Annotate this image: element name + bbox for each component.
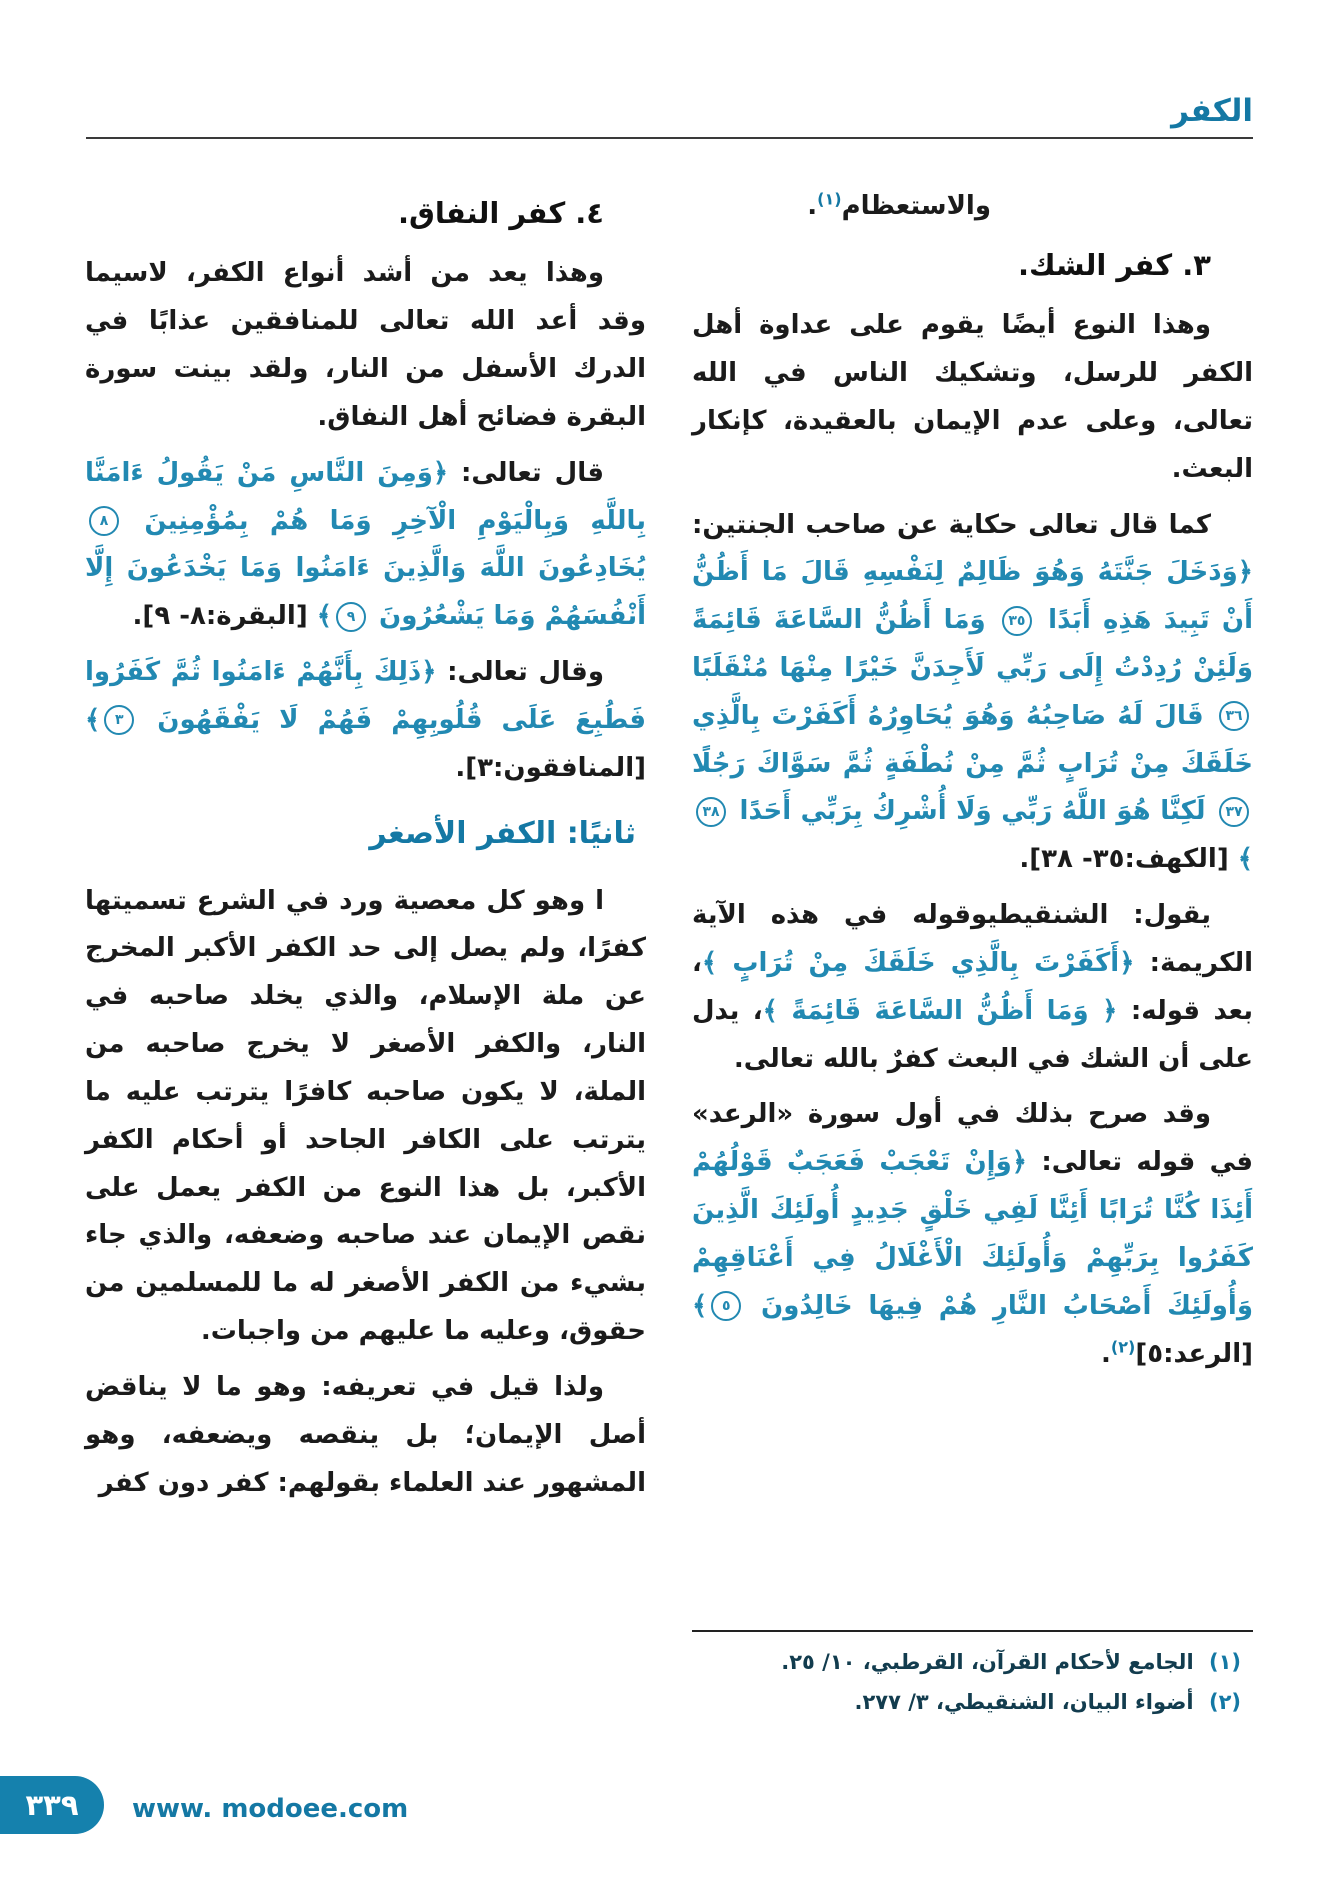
ayah-number: ٣٨: [696, 797, 726, 827]
quran-verse: قَالَ لَهُ صَاحِبُهُ وَهُوَ يُحَاوِرُهُ أَكَفَرْتَ بِالَّذِي خَلَقَكَ مِنْ تُرَابٍ ثُمَّ مِنْ نُطْفَةٍ ثُمَّ سَوَّاكَ رَجُلًا: [692, 700, 1253, 779]
section-heading: ٣. كفر الشك.: [1017, 247, 1211, 282]
quran-verse: وَمَا أَظُنُّ السَّاعَةَ قَائِمَةً وَلَئِنْ رُدِدْتُ إِلَى رَبِّي لَأَجِدَنَّ خَيْرًا مِنْهَا مُنْقَلَبًا: [692, 605, 1253, 683]
paragraph: [692, 183, 991, 231]
footnote-separator: [692, 1630, 1253, 1632]
body-text: وهذا يعد من أشد أنواع الكفر، لاسيما وقد أعد الله تعالى للمنافقين عذابًا في الدرك الأسفل من النار، ولقد بينت سورة البقرة فضائح أهل النفاق.: [85, 258, 646, 432]
running-head: الكفر: [1171, 93, 1253, 129]
footnotes: [692, 1630, 1253, 1762]
footnote: [692, 1644, 1253, 1681]
body-text: يقول: الشنقيطيوقوله في هذه الآية الكريمة:: [692, 900, 1253, 978]
body-text: قال تعالى:: [448, 457, 604, 488]
page-header: [86, 93, 1253, 139]
paragraph: [692, 302, 1253, 493]
ayah-number: ٥: [711, 1291, 741, 1321]
quran-verse: ﴿وَمِنَ النَّاسِ مَنْ يَقُولُ ءَامَنَّا بِاللَّهِ وَبِالْيَوْمِ الْآخِرِ وَمَا هُمْ بِمُؤْمِنِينَ: [85, 457, 646, 536]
body-text: [الكهف:٣٥- ٣٨].: [1019, 844, 1238, 875]
ayah-number: ٨: [89, 506, 119, 536]
ayah-number: ٣٥: [1002, 606, 1032, 636]
footnote-marker: (١): [817, 189, 842, 209]
quran-verse: ﴿وَدَخَلَ جَنَّتَهُ وَهُوَ ظَالِمٌ لِنَفْسِهِ قَالَ مَا أَظُنُّ أَنْ تَبِيدَ هَذِهِ أَبَدًا: [692, 557, 1253, 636]
quran-verse: ﴿وَإِنْ تَعْجَبْ فَعَجَبٌ قَوْلُهُمْ أَئِذَا كُنَّا تُرَابًا أَئِنَّا لَفِي خَلْقٍ جَدِيدٍ أُولَئِكَ الَّذِينَ كَفَرُوا بِرَبِّهِمْ وَأُولَئِكَ الْأَغْلَالُ فِي أَعْنَاقِهِمْ وَأُولَئِكَ أَصْحَابُ النَّارِ هُمْ فِيهَا خَالِدُونَ: [692, 1147, 1253, 1321]
paragraph: [692, 1091, 1253, 1378]
paragraph: [85, 649, 646, 792]
body-text: [الرعد:٥]: [1135, 1338, 1253, 1369]
body-text: .: [1101, 1338, 1111, 1369]
quran-verse: ﴿ذَلِكَ بِأَنَّهُمْ ءَامَنُوا ثُمَّ كَفَرُوا فَطُبِعَ عَلَى قُلُوبِهِمْ فَهُمْ لَا يَفْقَهُونَ: [85, 656, 646, 735]
column-right: [692, 183, 1253, 1761]
quran-verse: ﴿ وَمَا أَظُنُّ السَّاعَةَ قَائِمَةً ﴾: [762, 995, 1118, 1026]
paragraph: [692, 892, 1253, 1083]
ayah-number: ٣٦: [1219, 701, 1249, 731]
page-number-badge: [0, 1776, 104, 1834]
quran-verse: ﴾: [85, 704, 101, 735]
body-text: والاستعظام: [841, 191, 991, 221]
website-url: www. modoee.com: [132, 1794, 409, 1824]
section-heading: ٤. كفر النفاق.: [397, 196, 604, 230]
text-columns: [86, 183, 1253, 1761]
body-text: وقد صرح بذلك في أول سورة «الرعد» في قوله تعالى:: [692, 1099, 1253, 1178]
quran-verse: ﴾: [316, 601, 332, 632]
paragraph: [85, 450, 646, 641]
footnote-number: (١): [1208, 1649, 1241, 1674]
column-left: [85, 183, 646, 1761]
footnote: [692, 1684, 1253, 1721]
body-text: ا وهو كل معصية ورد في الشرع تسميتها كفرًا، ولم يصل إلى حد الكفر الأكبر المخرج عن ملة الإسلام، والذي يخلد صاحبه في النار، والكفر الأصغر لا يخرج صاحبه من الملة، لا يكون صاحبه كافرًا يترتب عليه ما يترتب على الكافر الجاحد أو أحكام الكفر الأكبر، بل هذا النوع من الكفر يعمل على نقص الإيمان عند صاحبه وضعفه، والذي جاء بشيء من الكفر الأصغر له ما للمسلمين من حقوق، وعليه ما عليهم من واجبات.: [85, 885, 646, 1347]
ayah-number: ٣٧: [1219, 797, 1249, 827]
body-text: وهذا النوع أيضًا يقوم على عداوة أهل الكفر للرسل، وتشكيك الناس في الله تعالى، وعلى عدم الإيمان بالعقيدة، كإنكار البعث.: [692, 310, 1253, 484]
quran-verse: لَكِنَّا هُوَ اللَّهُ رَبِّي وَلَا أُشْرِكُ بِرَبِّي أَحَدًا: [730, 796, 1215, 827]
quran-verse: ﴾: [1237, 844, 1253, 875]
body-text: ولذا قيل في تعريفه: وهو ما لا يناقض أصل الإيمان؛ بل ينقصه ويضعفه، وهو المشهور عند العلماء بقولهم: كفر دون كفر: [85, 1371, 646, 1498]
body-text: وقال تعالى:: [436, 656, 604, 687]
quran-verse: ﴾: [692, 1290, 708, 1321]
body-text: .: [807, 191, 818, 221]
header-rule: [86, 137, 1253, 139]
paragraph: [85, 1364, 646, 1507]
body-text: ، يدل على أن الشك في البعث كفرٌ بالله تعالى.: [692, 995, 1253, 1074]
subsection-heading: ثانيًا: الكفر الأصغر: [369, 816, 636, 852]
body-text: [المنافقون:٣].: [455, 752, 646, 783]
ayah-number: ٩: [336, 602, 366, 632]
quran-verse: يُخَادِعُونَ اللَّهَ وَالَّذِينَ ءَامَنُوا وَمَا يَخْدَعُونَ إِلَّا أَنْفُسَهُمْ وَمَا يَشْعُرُونَ: [85, 553, 646, 632]
body-text: ، بعد قوله:: [692, 947, 1253, 1026]
page-number: ٣٣٩: [25, 1788, 79, 1822]
body-text: كما قال تعالى حكاية عن صاحب الجنتين:: [692, 509, 1211, 540]
footnote-number: (٢): [1208, 1690, 1241, 1715]
footnote-text: أضواء البيان، الشنقيطي، ٣/ ٢٧٧.: [854, 1690, 1201, 1715]
paragraph: [692, 502, 1253, 885]
paragraph: [85, 250, 646, 441]
footnote-marker: (٢): [1110, 1336, 1136, 1356]
paragraph: [85, 878, 646, 1356]
quran-verse: ﴿أَكَفَرْتَ بِالَّذِي خَلَقَكَ مِنْ تُرَابٍ ﴾: [701, 947, 1135, 978]
ayah-number: ٣: [104, 705, 134, 735]
footnote-text: الجامع لأحكام القرآن، القرطبي، ١٠/ ٢٥.: [781, 1649, 1201, 1674]
body-text: [البقرة:٨- ٩].: [132, 601, 317, 632]
